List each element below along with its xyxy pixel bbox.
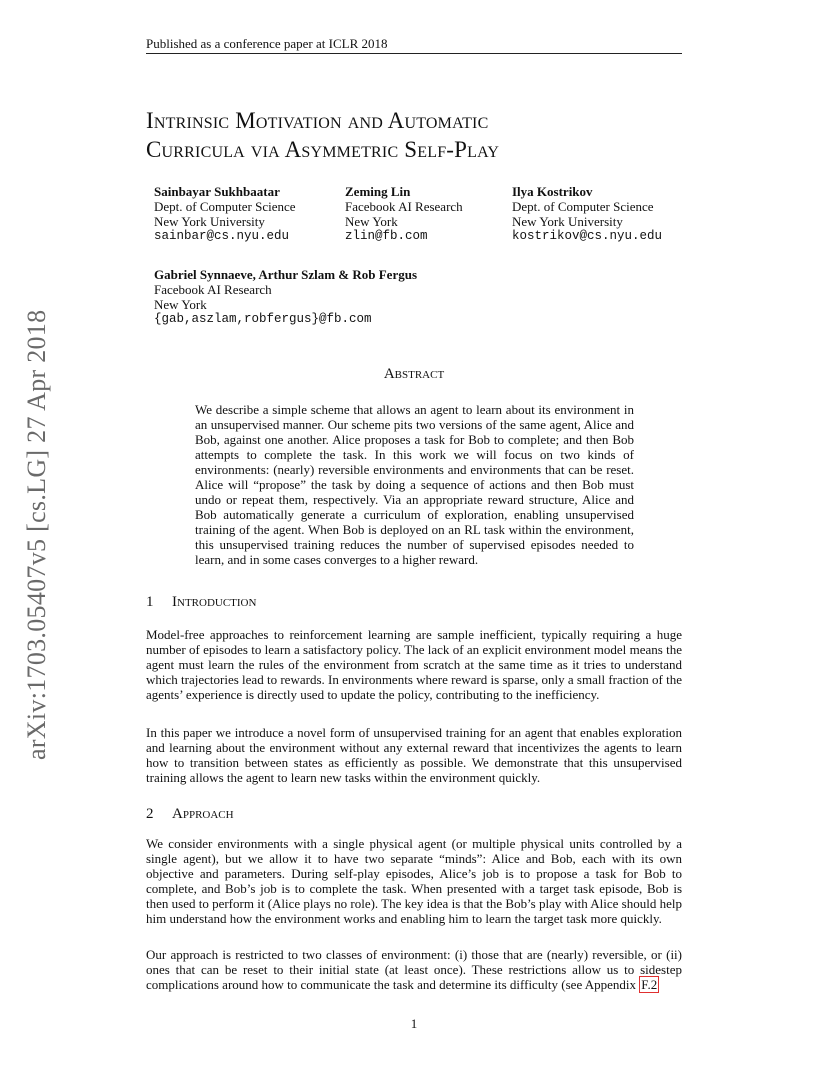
author-affiliation: Dept. of Computer Science [512,199,654,214]
abstract-text: We describe a simple scheme that allows an agent to learn about its environment in an unsupervised manner. Our scheme pits two versions of the same agent, Alice and Bob, against one another. Alice proposes a task for Bob to complete; and then Bob attempts to complete the task. In this work we will focus on two kinds of environments: (nearly) reversible environments and environments that can be reset. Alice will “propose” the task by doing a sequence of actions and then Bob must undo or repeat them, respectively. Via an appropriate reward structure, Alice and Bob automatically generate a curriculum of exploration, enabling unsupervised training of the agent. When Bob is deployed on an RL task within the environment, this unsupervised training reduces the number of supervised episodes needed to learn, and in some cases converges to a higher reward. [195,402,634,567]
approach-paragraph-2 [146,947,682,992]
author-name: Gabriel Synnaeve, Arthur Szlam & Rob Fergus [154,267,418,282]
approach-paragraph-1: We consider environments with a single physical agent (or multiple physical units controlled by a single agent), but we allow it to have two separate “minds”: Alice and Bob, each with its own objective and parameters. During self-play episodes, Alice’s job is to propose a task for Bob to complete, and Bob’s job is to complete the task. When presented with a target task episode, Bob is then used to perform it (Alice plays no role). The key idea is that the Bob’s play with Alice should help him understand how the environment works and enabling him to learn the target task more quickly. [146,836,682,926]
section-title: Introduction [172,594,257,610]
author-affiliation: New York University [154,214,265,229]
title-line-2: Curricula via Asymmetric Self-Play [146,137,500,162]
section-heading-introduction [146,594,256,611]
author-block-2 [345,184,463,244]
appendix-link[interactable]: F.2 [641,977,658,992]
author-affiliation: Dept. of Computer Science [154,199,296,214]
author-email[interactable]: sainbar@cs.nyu.edu [154,229,290,243]
author-affiliation: New York University [512,214,623,229]
author-name: Sainbayar Sukhbaatar [154,184,280,199]
author-block-4 [154,267,417,327]
section-number: 1 [146,594,154,610]
intro-paragraph-2: In this paper we introduce a novel form of unsupervised training for an agent that enables exploration and learning about the environment without any external reward that incentivizes the agents to learn how to transition between states as efficiently as possible. We demonstrate that this unsupervised training allows the agent to learn new tasks within the environment quickly. [146,725,682,785]
author-block-1 [154,184,296,244]
section-number: 2 [146,806,154,822]
header-rule [146,53,682,54]
author-affiliation: New York [154,297,207,312]
intro-paragraph-1: Model-free approaches to reinforcement learning are sample inefficient, typically requiring a huge number of episodes to learn a satisfactory policy. The lack of an explicit environment model means the agent must learn the rules of the environment from scratch at the same time as it tries to understand which trajectories lead to rewards. In environments where reward is sparse, only a small fraction of the agents’ experience is directly used to update the policy, contributing to the inefficiency. [146,627,682,702]
section-heading-approach [146,806,234,823]
abstract-heading: Abstract [383,366,445,382]
author-block-3 [512,184,662,244]
author-name: Ilya Kostrikov [512,184,593,199]
running-header: Published as a conference paper at ICLR 2018 [146,36,388,51]
author-name: Zeming Lin [345,184,411,199]
approach-paragraph-2-text: Our approach is restricted to two classes of environment: (i) those that are (nearly) reversible, or (ii) ones that can be reset to their initial state (at least once). These restrictions allow us to sidestep complications around how to communicate the task and determine its difficulty (see Appendix [146,947,682,992]
paper-title [146,106,499,164]
author-affiliation: Facebook AI Research [345,199,463,214]
page-number: 1 [410,1016,418,1031]
section-title: Approach [172,806,234,822]
author-email[interactable]: zlin@fb.com [345,229,428,243]
author-affiliation: New York [345,214,398,229]
arxiv-stamp[interactable]: arXiv:1703.05407v5 [cs.LG] 27 Apr 2018 [22,309,51,760]
author-email[interactable]: {gab,aszlam,robfergus}@fb.com [154,312,372,326]
author-email[interactable]: kostrikov@cs.nyu.edu [512,229,663,243]
author-affiliation: Facebook AI Research [154,282,272,297]
title-line-1: Intrinsic Motivation and Automatic [146,108,489,133]
